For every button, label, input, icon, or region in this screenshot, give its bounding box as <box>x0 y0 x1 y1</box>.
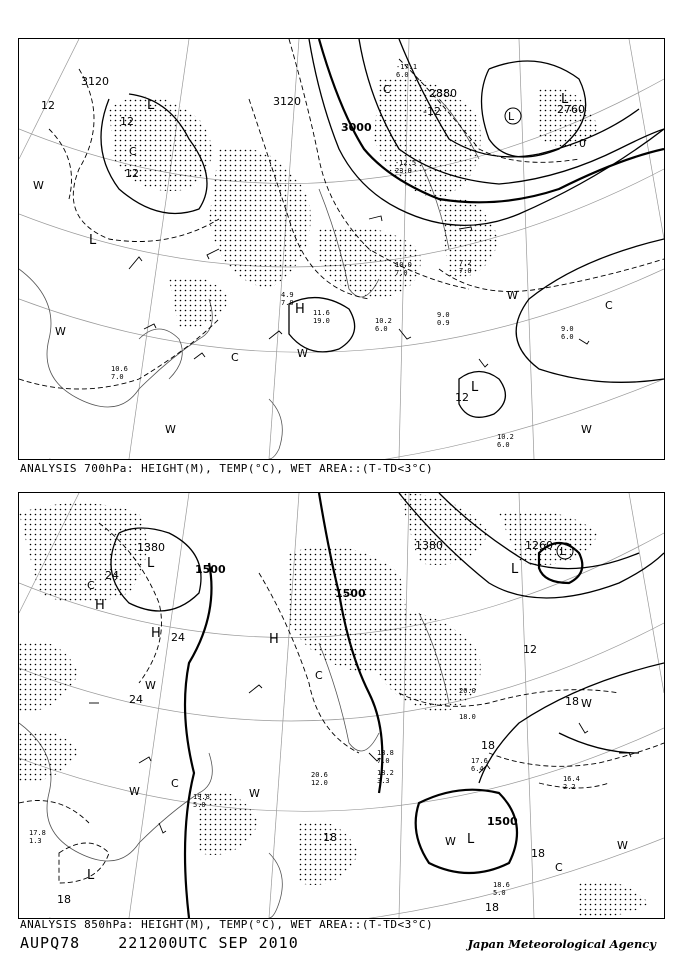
chart-700hpa <box>18 38 665 460</box>
isotherm-label: 24 <box>105 569 119 582</box>
station-temp: 16.4 <box>563 775 580 783</box>
low-center: L <box>87 868 95 883</box>
warm-marker: W <box>445 835 456 848</box>
cold-marker: C <box>605 299 613 312</box>
high-center: H <box>95 598 105 613</box>
station-dewpoint: 6.0 <box>375 325 388 333</box>
station-dewpoint: 6.0 <box>561 333 574 341</box>
low-center: L <box>89 233 97 248</box>
low-center-marker: L <box>508 110 515 123</box>
station-temp: 18.8 <box>377 749 394 757</box>
cold-marker: C <box>87 579 95 592</box>
station-dewpoint: 3.3 <box>377 777 390 785</box>
isotherm-label: -12 <box>423 105 441 118</box>
cold-marker: C <box>129 145 137 158</box>
wet-areas <box>19 493 649 918</box>
station-temp: 9.0 <box>561 325 574 333</box>
contour-label-1380-west: 1380 <box>137 541 165 554</box>
station-temp: 9.0 <box>437 311 450 319</box>
cold-marker: C <box>171 777 179 790</box>
station-dewpoint: 7.0 <box>459 267 472 275</box>
station-dewpoint: 23.0 <box>395 167 412 175</box>
station-dewpoint: 7.0 <box>281 299 294 307</box>
station-temp: -17.1 <box>396 63 418 71</box>
isotherm-label: 24 <box>129 693 143 706</box>
chart-datetime: 221200UTC SEP 2010 <box>118 934 299 952</box>
warm-marker: W <box>33 179 44 192</box>
contour-label-3000: 3000 <box>341 121 372 134</box>
contour-label-3120-west: 3120 <box>81 75 109 88</box>
station-temp: 10.0 <box>395 261 412 269</box>
map-850hpa <box>19 493 664 918</box>
low-center: L <box>471 380 479 395</box>
station-temp: -12.5 <box>395 159 417 167</box>
low-center: L <box>147 98 155 113</box>
caption-700hpa: ANALYSIS 700hPa: HEIGHT(M), TEMP(°C), WET AREA::(T-TD<3°C) <box>20 462 434 475</box>
isotherm-label: 24 <box>171 631 185 644</box>
low-center: L <box>147 556 155 571</box>
isotherm-label: 18 <box>485 901 499 914</box>
station-dewpoint: 0.9 <box>437 319 450 327</box>
high-center: H <box>295 302 305 317</box>
station-temp: 10.2 <box>375 317 392 325</box>
contour-label-1500-east: 1500 <box>487 815 518 828</box>
station-temp: 18.6 <box>493 881 510 889</box>
station-dewpoint: 7.0 <box>111 373 124 381</box>
station-temp: 11.6 <box>313 309 330 317</box>
station-dewpoint: 12.0 <box>311 779 328 787</box>
map-700hpa <box>19 39 664 459</box>
chart-footer <box>20 934 337 952</box>
agency-name: Japan Meteorological Agency <box>467 937 656 951</box>
isotherm-label: 12 <box>455 391 469 404</box>
wet-areas <box>109 77 599 329</box>
isotherm-label: 12 <box>523 643 537 656</box>
warm-marker: W <box>129 785 140 798</box>
station-temp: 10.6 <box>111 365 128 373</box>
contour-label-1260: 1260 <box>525 539 553 552</box>
station-dewpoint: 19.0 <box>313 317 330 325</box>
isotherm-label: 0 <box>579 137 586 150</box>
station-dewpoint: 5.0 <box>493 889 506 897</box>
contour-label-2880: 2880 <box>429 87 457 100</box>
station-dewpoint: 1.3 <box>29 837 42 845</box>
cold-marker: C <box>555 861 563 874</box>
isotherm-label: 18 <box>531 847 545 860</box>
chart-id: AUPQ78 <box>20 934 81 952</box>
warm-marker: W <box>617 839 628 852</box>
contour-label-3120-center: 3120 <box>273 95 301 108</box>
warm-marker: W <box>507 289 518 302</box>
isotherm-label: 18 <box>323 831 337 844</box>
caption-850hpa: ANALYSIS 850hPa: HEIGHT(M), TEMP(°C), WET AREA::(T-TD<3°C) <box>20 918 434 931</box>
chart-850hpa <box>18 492 665 919</box>
isotherm-label: 12 <box>41 99 55 112</box>
cold-marker: C <box>231 351 239 364</box>
station-dewpoint: 7.0 <box>377 757 390 765</box>
station-temp: 10.2 <box>497 433 514 441</box>
warm-marker: W <box>581 423 592 436</box>
cold-marker: C <box>383 83 391 96</box>
isotherm-label: 12 <box>120 115 134 128</box>
low-center: L <box>561 92 569 107</box>
high-center: H <box>151 626 161 641</box>
isotherm-label: 18 <box>565 695 579 708</box>
isotherm-label: 18 <box>481 739 495 752</box>
contour-label-1500-west: 1500 <box>195 563 226 576</box>
warm-marker: W <box>249 787 260 800</box>
warm-marker: W <box>297 347 308 360</box>
station-temp: 17.6 <box>471 757 488 765</box>
high-center: H <box>269 632 279 647</box>
station-temp: 20.0 <box>459 687 476 695</box>
station-dewpoint: 6.0 <box>497 441 510 449</box>
station-temp: 18.0 <box>459 713 476 721</box>
cold-marker: C <box>315 669 323 682</box>
low-center: L <box>511 562 519 577</box>
warm-marker: W <box>165 423 176 436</box>
wind-barbs <box>89 685 631 833</box>
station-dewpoint: 2.2 <box>563 783 576 791</box>
station-temp: 18.2 <box>377 769 394 777</box>
warm-marker: W <box>145 679 156 692</box>
low-center: L <box>467 832 475 847</box>
station-temp: 20.6 <box>311 771 328 779</box>
contour-label-1500-center: 1500 <box>335 587 366 600</box>
warm-marker: W <box>581 697 592 710</box>
station-dewpoint: 6.0 <box>396 71 409 79</box>
contour-label-2760: 2760 <box>557 103 585 116</box>
station-dewpoint: 5.0 <box>193 801 206 809</box>
isotherm-label: 18 <box>57 893 71 906</box>
contour-label-1380-east: 1380 <box>415 539 443 552</box>
station-temp: 17.8 <box>29 829 46 837</box>
station-temp: 19.8 <box>193 793 210 801</box>
low-center-marker: L <box>560 545 567 558</box>
station-temp: 4.9 <box>281 291 294 299</box>
station-dewpoint: 7.0 <box>395 269 408 277</box>
station-temp: 7.2 <box>459 259 472 267</box>
station-dewpoint: 6.4 <box>471 765 484 773</box>
isotherm-label: 12 <box>125 167 139 180</box>
warm-marker: W <box>55 325 66 338</box>
